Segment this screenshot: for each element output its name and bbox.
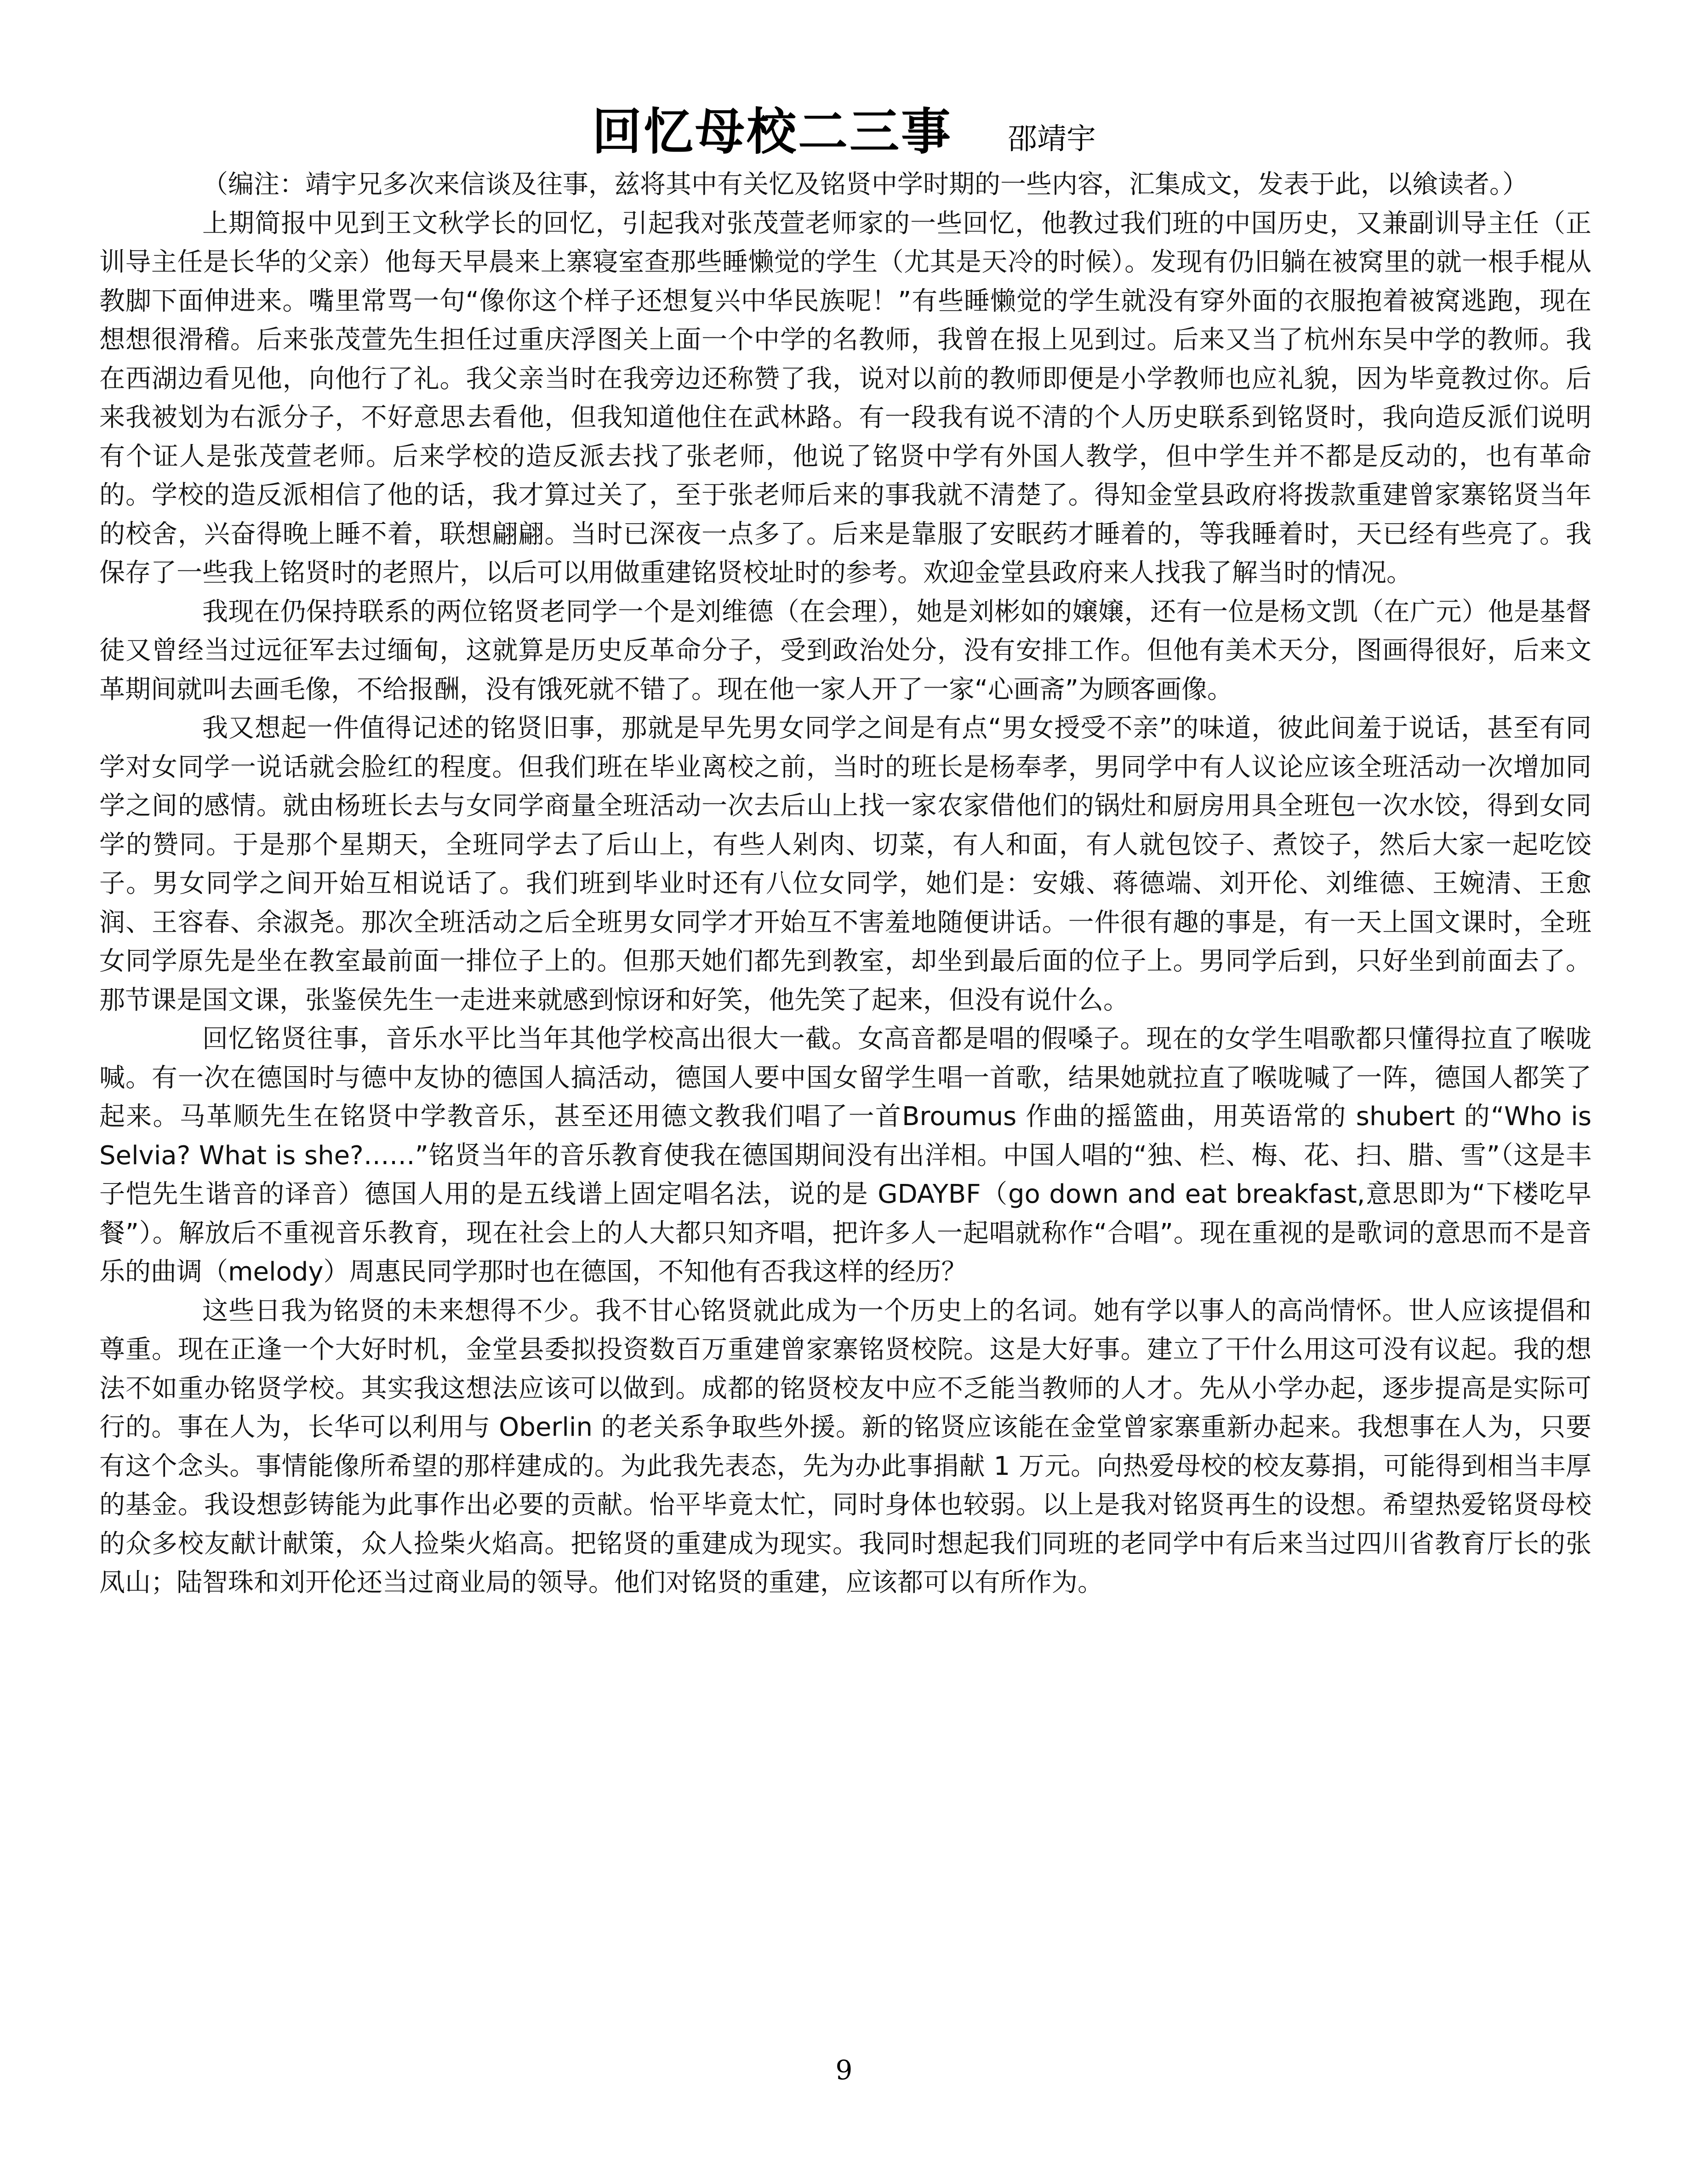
editor-note-paragraph: （编注：靖宇兄多次来信谈及往事，兹将其中有关忆及铭贤中学时期的一些内容，汇集成文，发表于此，以飨读者。） — [202, 170, 1528, 199]
article-title: 回忆母校二三事 — [592, 103, 952, 161]
page-number: 9 — [835, 2054, 853, 2086]
body-paragraph-teacher-zhang: 上期简报中见到王文秋学长的回忆，引起我对张茂萱老师家的一些回忆，他教过我们班的中国历史，又兼副训导主任（正训导主任是长华的父亲）他每天早晨来上寨寝室查那些睡懒觉的学生（尤其是天冷的时候）。发现有仍旧躺在被窝里的就一根手棍从教脚下面伸进来。嘴里常骂一句“像你这个样子还想复兴中华民族呢！”有些睡懒觉的学生就没有穿外面的衣服抱着被窝逃跑，现在想想很滑稽。后来张茂萱先生担任过重庆浮图关上面一个中学的名教师，我曾在报上见到过。后来又当了杭州东吴中学的教师。我在西湖边看见他，向他行了礼。我父亲当时在我旁边还称赞了我，说对以前的教师即便是小学教师也应礼貌，因为毕竟教过你。后来我被划为右派分子，不好意思去看他，但我知道他住在武林路。有一段我有说不清的个人历史联系到铭贤时，我向造反派们说明有个证人是张茂萱老师。后来学校的造反派去找了张老师，他说了铭贤中学有外国人教学，但中学生并不都是反动的，也有革命的。学校的造反派相信了他的话，我才算过关了，至于张老师后来的事我就不清楚了。得知金堂县政府将拨款重建曾家寨铭贤当年的校舍，兴奋得晚上睡不着，联想翩翩。当时已深夜一点多了。后来是靠服了安眠药才睡着的，等我睡着时，天已经有些亮了。我保存了一些我上铭贤时的老照片，以后可以用做重建铭贤校址时的参考。欢迎金堂县政府来人找我了解当时的情况。 — [99, 208, 1591, 588]
body-paragraph-music-education: 回忆铭贤往事，音乐水平比当年其他学校高出很大一截。女高音都是唱的假嗓子。现在的女学生唱歌都只懂得拉直了喉咙喊。有一次在德国时与德中友协的德国人搞活动，德国人要中国女留学生唱一首歌，结果她就拉直了喉咙喊了一阵，德国人都笑了起来。马革顺先生在铭贤中学教音乐，甚至还用德文教我们唱了一首Broumus 作曲的摇篮曲，用英语常的 shubert 的“Who is Selvia? What is she?……”铭贤当年的音乐教育使我在德国期间没有出洋相。中国人唱的“独、栏、梅、花、扫、腊、雪”（这是丰子恺先生谐音的译音）德国人用的是五线谱上固定唱名法，说的是 GDAYBF（go down and eat breakfast,意思即为“下楼吃早餐”）。解放后不重视音乐教育，现在社会上的人大都只知齐唱，把许多人一起唱就称作“合唱”。现在重视的是歌词的意思而不是音乐的曲调（melody）周惠民同学那时也在德国，不知他有否我这样的经历？ — [99, 1024, 1591, 1287]
title-line — [0, 92, 1688, 163]
body-paragraph-old-classmates: 我现在仍保持联系的两位铭贤老同学一个是刘维德（在会理），她是刘彬如的嬢嬢，还有一位是杨文凯（在广元）他是基督徒又曾经当过远征军去过缅甸，这就算是历史反革命分子，受到政治处分，没有安排工作。但他有美术天分，图画得很好，后来文革期间就叫去画毛像，不给报酬，没有饿死就不错了。现在他一家人开了一家“心画斋”为顾客画像。 — [99, 597, 1591, 705]
body-paragraph-school-future: 这些日我为铭贤的未来想得不少。我不甘心铭贤就此成为一个历史上的名词。她有学以事人的高尚情怀。世人应该提倡和尊重。现在正逢一个大好时机，金堂县委拟投资数百万重建曾家寨铭贤校院。这是大好事。建立了干什么用这可没有议起。我的想法不如重办铭贤学校。其实我这想法应该可以做到。成都的铭贤校友中应不乏能当教师的人才。先从小学办起，逐步提高是实际可行的。事在人为，长华可以利用与 Oberlin 的老关系争取些外援。新的铭贤应该能在金堂曾家寨重新办起来。我想事在人为，只要有这个念头。事情能像所希望的那样建成的。为此我先表态，先为办此事捐献 1 万元。向热爱母校的校友募捐，可能得到相当丰厚的基金。我设想彭铸能为此事作出必要的贡献。怡平毕竟太忙，同时身体也较弱。以上是我对铭贤再生的设想。希望热爱铭贤母校的众多校友献计献策，众人捡柴火焰高。把铭贤的重建成为现实。我同时想起我们同班的老同学中有后来当过四川省教育厅长的张凤山；陆智珠和刘开伦还当过商业局的领导。他们对铭贤的重建，应该都可以有所作为。 — [99, 1296, 1591, 1598]
body-paragraph-dumpling-party: 我又想起一件值得记述的铭贤旧事，那就是早先男女同学之间是有点“男女授受不亲”的味道，彼此间羞于说话，甚至有同学对女同学一说话就会脸红的程度。但我们班在毕业离校之前，当时的班长是杨奉孝，男同学中有人议论应该全班活动一次增加同学之间的感情。就由杨班长去与女同学商量全班活动一次去后山上找一家农家借他们的锅灶和厨房用具全班包一次水饺，得到女同学的赞同。于是那个星期天，全班同学去了后山上，有些人剁肉、切菜，有人和面，有人就包饺子、煮饺子，然后大家一起吃饺子。男女同学之间开始互相说话了。我们班到毕业时还有八位女同学，她们是：安娥、蒋德端、刘开伦、刘维德、王婉清、王愈润、王容春、余淑尧。那次全班活动之后全班男女同学才开始互不害羞地随便讲话。一件很有趣的事是，有一天上国文课时，全班女同学原先是坐在教室最前面一排位子上的。但那天她们都先到教室，却坐到最后面的位子上。男同学后到，只好坐到前面去了。那节课是国文课，张鉴侯先生一走进来就感到惊讶和好笑，他先笑了起来，但没有说什么。 — [99, 713, 1591, 1015]
article-body — [99, 165, 1591, 1603]
article-author: 邵靖宇 — [1008, 122, 1096, 156]
